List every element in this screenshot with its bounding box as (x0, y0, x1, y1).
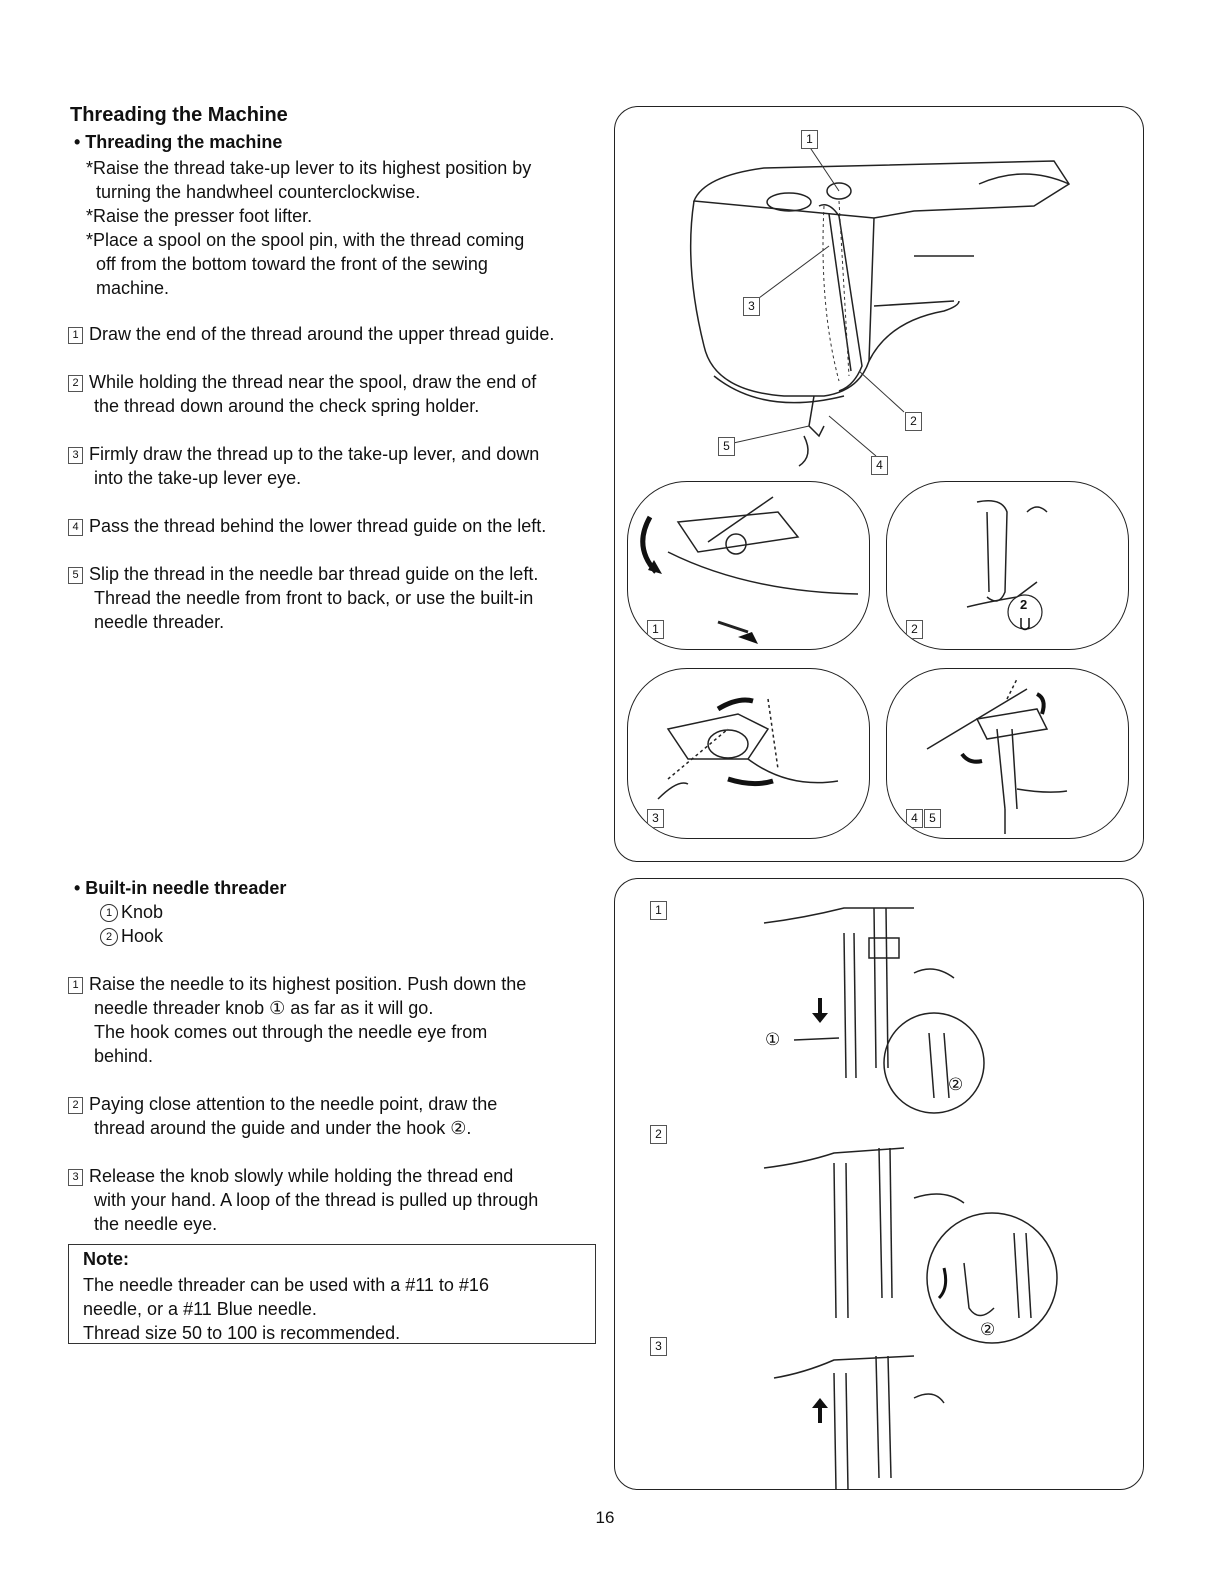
prep-item: *Raise the thread take-up lever to its highest position by turning the handwheel counterclockwise. (86, 158, 532, 202)
step-number: 3 (68, 447, 83, 464)
hook-callout: ② (948, 1075, 964, 1094)
take-up-lever-illustration (628, 669, 870, 839)
callout-4: 4 (871, 456, 888, 475)
callout-1: 1 (801, 130, 818, 149)
threader-heading: • Built-in needle threader (74, 878, 287, 898)
prep-item: *Place a spool on the spool pin, with the thread coming off from the bottom toward the front of the sewing machine. (86, 230, 525, 298)
detail-panel-1 (627, 481, 870, 650)
arrow-label: 2 (1020, 597, 1028, 612)
note-line: The needle threader can be used with a #11 to #16 (83, 1275, 489, 1295)
callout-2: 2 (905, 412, 922, 431)
threader-step: 3 Release the knob slowly while holding the thread end with your hand. A loop of the thread is pulled up through the needle eye. (68, 1164, 538, 1236)
upper-thread-guide-illustration (628, 482, 870, 650)
note-line: needle, or a #11 Blue needle. (83, 1299, 317, 1319)
threader-step: 1 Raise the needle to its highest position. Push down the needle threader knob ① as far as it will go. The hook comes out through the needle eye from behind. (68, 972, 526, 1068)
panel-label: 2 (906, 620, 923, 639)
detail-panel-3 (627, 668, 870, 839)
step-number: 1 (68, 327, 83, 344)
note-title: Note: (83, 1249, 129, 1269)
prep-item: *Raise the presser foot lifter. (86, 206, 313, 226)
detail-panel-2 (886, 481, 1129, 650)
callout-3: 3 (743, 297, 760, 316)
step-number: 3 (68, 1169, 83, 1186)
threader-step-label-3: 3 (650, 1337, 667, 1356)
step-number: 1 (68, 977, 83, 994)
threading-step: 3 Firmly draw the thread up to the take-up lever, and down into the take-up lever eye. (68, 442, 539, 490)
note-line: Thread size 50 to 100 is recommended. (83, 1323, 401, 1343)
part-label: 2 Hook (100, 924, 163, 948)
hook-callout: ② (980, 1320, 996, 1339)
step-number: 2 (68, 1097, 83, 1114)
panel-label: 4 5 (906, 809, 942, 826)
sewing-machine-illustration (614, 106, 1144, 476)
step-number: 5 (68, 567, 83, 584)
step-number: 2 (68, 375, 83, 392)
note-box (68, 1244, 596, 1344)
panel-label: 1 (647, 620, 664, 639)
threading-heading: • Threading the machine (74, 132, 283, 152)
threading-step: 5 Slip the thread in the needle bar thread guide on the left. Thread the needle from front to back, or use the built-in needle threader. (68, 562, 538, 634)
knob-callout: ① (765, 1030, 781, 1049)
threading-step: 2 While holding the thread near the spool, draw the end of the thread down around the check spring holder. (68, 370, 536, 418)
check-spring-illustration (887, 482, 1129, 650)
threader-step-label-2: 2 (650, 1125, 667, 1144)
page-number: 16 (595, 1508, 615, 1527)
step-number: 4 (68, 519, 83, 536)
threading-step: 4 Pass the thread behind the lower thread guide on the left. (68, 514, 546, 538)
detail-panel-4-5 (886, 668, 1129, 839)
section-title: Threading the Machine (70, 104, 288, 126)
part-label: 1 Knob (100, 900, 163, 924)
threading-step: 1 Draw the end of the thread around the upper thread guide. (68, 322, 554, 346)
threader-step: 2 Paying close attention to the needle point, draw the thread around the guide and under the hook ②. (68, 1092, 497, 1140)
threader-step-label-1: 1 (650, 901, 667, 920)
callout-5: 5 (718, 437, 735, 456)
panel-label: 3 (647, 809, 664, 828)
needle-threader-illustration (614, 878, 1144, 1490)
